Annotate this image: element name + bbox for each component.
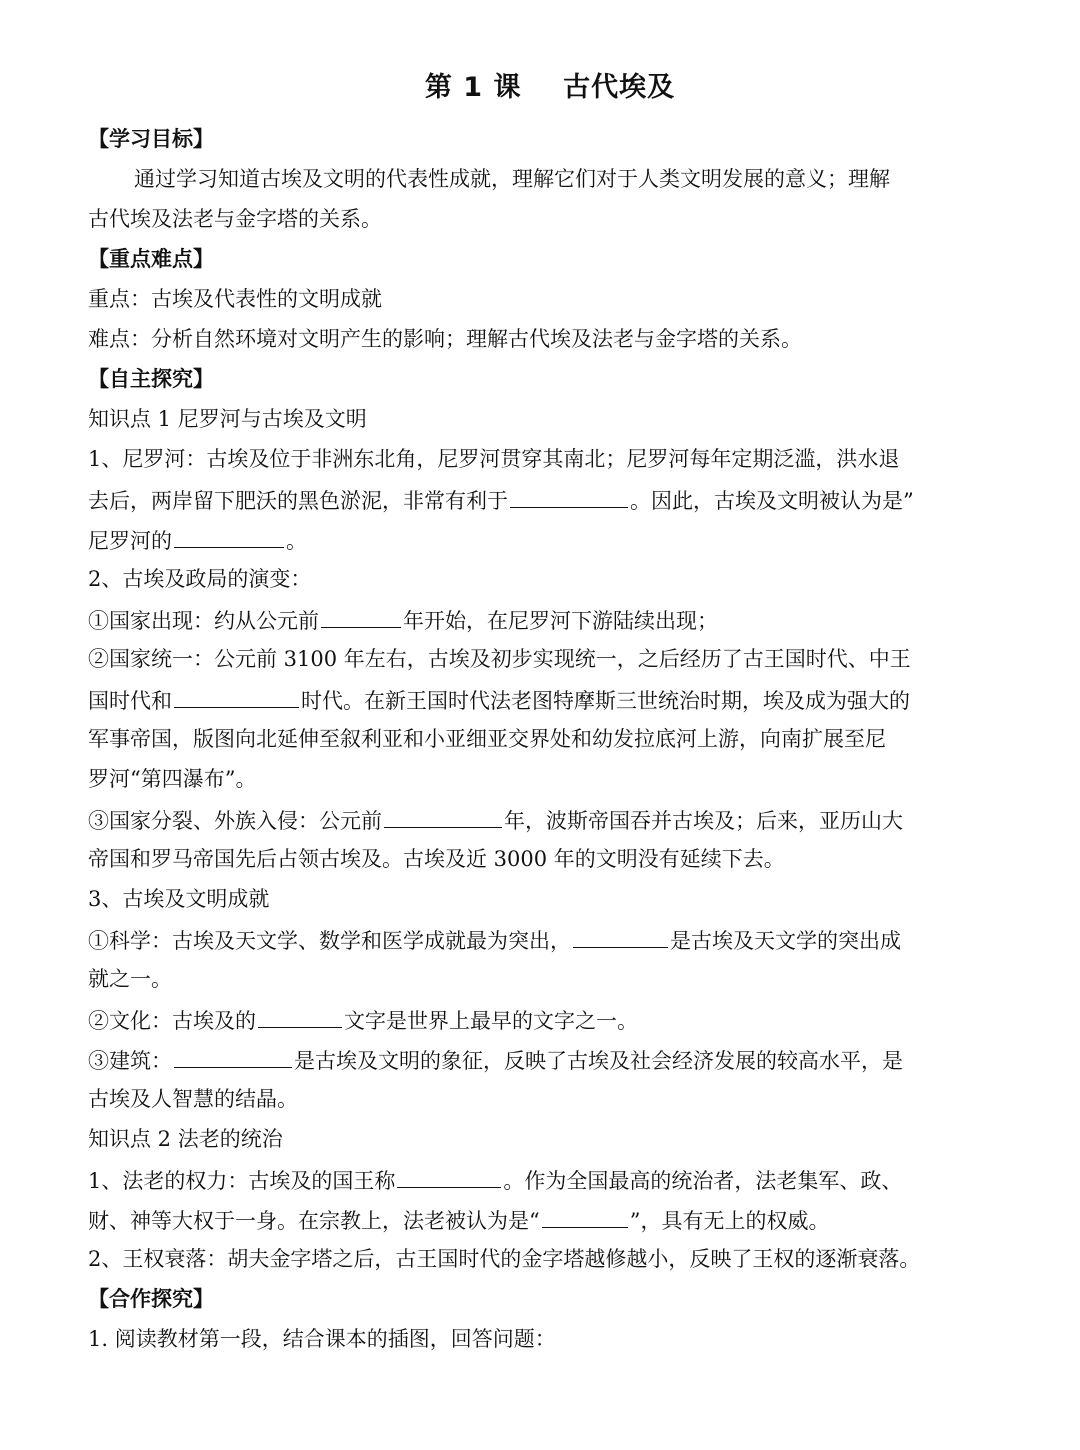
fill-blank[interactable]	[542, 1203, 628, 1228]
text-line	[88, 923, 1012, 956]
text-line: 罗河“第四瀑布”。	[88, 767, 257, 791]
culture-line	[88, 1003, 1012, 1036]
division-paragraph	[88, 803, 1012, 876]
science-paragraph	[88, 923, 1012, 996]
text-fragment: 。作为全国最高的统治者，法老集军、政、	[503, 1169, 903, 1193]
text-line	[88, 803, 1012, 836]
text-line: 就之一。	[88, 967, 172, 991]
text-line: ②国家统一：公元前 3100 年左右，古埃及初步实现统一，之后经历了古王国时代、中王	[88, 647, 911, 671]
text-fragment: ③建筑：	[88, 1049, 172, 1073]
text-line	[88, 1163, 1012, 1196]
text-fragment: 年，波斯帝国吞并古埃及；后来，亚历山大	[504, 809, 903, 833]
royal-decline-line: 2、王权衰落：胡夫金字塔之后，古王国时代的金字塔越修越小，反映了王权的逐渐衰落。	[88, 1247, 921, 1271]
difficult-point-line: 难点：分析自然环境对文明产生的影响；理解古代埃及法老与金字塔的关系。	[88, 327, 802, 351]
text-fragment: 文字是世界上最早的文字之一。	[344, 1009, 638, 1033]
text-line	[88, 523, 1012, 556]
section-heading-self-study: 【自主探究】	[88, 367, 214, 391]
knowledge-point-2-title: 知识点 2 法老的统治	[88, 1127, 283, 1151]
goals-paragraph	[88, 163, 1012, 236]
text-line: 通过学习知道古埃及文明的代表性成就，理解它们对于人类文明发展的意义；理解	[134, 167, 890, 191]
text-fragment: 。	[286, 529, 307, 553]
section-heading-goals: 【学习目标】	[88, 127, 214, 151]
text-line	[88, 683, 1012, 716]
text-fragment: ①国家出现：约从公元前	[88, 609, 319, 633]
text-fragment: ①科学：古埃及天文学、数学和医学成就最为突出，	[88, 929, 571, 953]
text-line: 帝国和罗马帝国先后占领古埃及。古埃及近 3000 年的文明没有延续下去。	[88, 847, 785, 871]
text-fragment: ②文化：古埃及的	[88, 1009, 256, 1033]
text-fragment: 财、神等大权于一身。在宗教上，法老被认为是“	[88, 1209, 540, 1233]
text-fragment: 年开始，在尼罗河下游陆续出现；	[403, 609, 718, 633]
text-fragment: ”，具有无上的权威。	[629, 1209, 830, 1233]
pharaoh-power-paragraph	[88, 1163, 1012, 1236]
fill-blank[interactable]	[174, 1043, 292, 1068]
fill-blank[interactable]	[174, 523, 284, 548]
text-line: 古代埃及法老与金字塔的关系。	[88, 207, 382, 231]
fill-blank[interactable]	[321, 603, 401, 628]
text-line: 1、尼罗河：古埃及位于非洲东北角，尼罗河贯穿其南北；尼罗河每年定期泛滥，洪水退	[88, 447, 900, 471]
worksheet-page	[88, 68, 1012, 1363]
text-fragment: 国时代和	[88, 689, 172, 713]
fill-blank[interactable]	[174, 683, 299, 708]
politics-heading: 2、古埃及政局的演变：	[88, 567, 312, 591]
text-fragment: ③国家分裂、外族入侵：公元前	[88, 809, 382, 833]
text-line: 军事帝国，版图向北延伸至叙利亚和小亚细亚交界处和幼发拉底河上游，向南扩展至尼	[88, 727, 886, 751]
fill-blank[interactable]	[258, 1003, 342, 1028]
achievements-heading: 3、古埃及文明成就	[88, 887, 270, 911]
section-heading-key-points: 【重点难点】	[88, 247, 214, 271]
text-line: 古埃及人智慧的结晶。	[88, 1087, 298, 1111]
architecture-paragraph	[88, 1043, 1012, 1116]
text-line	[88, 483, 1012, 516]
state-emergence-line	[88, 603, 1012, 636]
unification-paragraph	[88, 643, 1012, 796]
fill-blank[interactable]	[573, 923, 668, 948]
text-fragment: 1、法老的权力：古埃及的国王称	[88, 1169, 396, 1193]
text-line	[88, 1203, 1012, 1236]
knowledge-point-1-title: 知识点 1 尼罗河与古埃及文明	[88, 407, 367, 431]
text-fragment: 尼罗河的	[88, 529, 172, 553]
key-point-line: 重点：古埃及代表性的文明成就	[88, 287, 382, 311]
fill-blank[interactable]	[384, 803, 502, 828]
cooperation-question-1: 1. 阅读教材第一段，结合课本的插图，回答问题：	[88, 1327, 556, 1351]
nile-paragraph	[88, 443, 1012, 556]
page-title: 第 1 课 古代埃及	[424, 72, 676, 103]
fill-blank[interactable]	[397, 1163, 501, 1188]
text-fragment: 时代。在新王国时代法老图特摩斯三世统治时期，埃及成为强大的	[301, 689, 910, 713]
text-fragment: 是古埃及天文学的突出成	[670, 929, 901, 953]
text-line	[88, 1043, 1012, 1076]
text-fragment: 。因此，古埃及文明被认为是”	[630, 489, 914, 513]
text-fragment: 是古埃及文明的象征，反映了古埃及社会经济发展的较高水平，是	[294, 1049, 903, 1073]
fill-blank[interactable]	[510, 483, 628, 508]
text-fragment: 去后，两岸留下肥沃的黑色淤泥，非常有利于	[88, 489, 508, 513]
section-heading-cooperation: 【合作探究】	[88, 1287, 214, 1311]
